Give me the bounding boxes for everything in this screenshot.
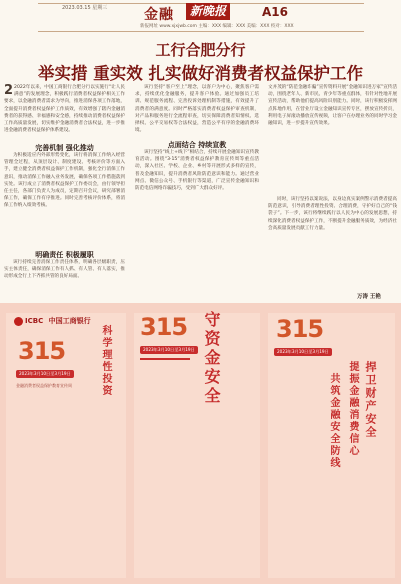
icbc-logo: ICBC 中国工商银行 bbox=[14, 316, 91, 326]
ad-315-left: 315 bbox=[18, 337, 66, 365]
advertisement-315 bbox=[0, 303, 401, 584]
ad-tagline-left: 金融消费者权益保护教育宣传周 bbox=[16, 383, 72, 388]
ad-slogan-middle: 守资金安全 bbox=[202, 311, 221, 406]
masthead-date: 2023.03.15 星期三 bbox=[62, 5, 108, 11]
ad-date-right: 2023年3月10日至3月19日 bbox=[274, 348, 332, 356]
article-paragraph: 同时，该行坚持以案说法，以身边真实案例警示消费者提高防范意识，引导消费者理性投资、合理消费，守护好自己的“钱袋子”。下一步，该行将继续践行以人民为中心的发展思想，持续深化消费者权益保护工作，不断提升金融服务质效，为经济社会高质量发展贡献工行力量。 bbox=[268, 197, 397, 231]
article-column-2 bbox=[135, 84, 259, 140]
headline-main: 举实措 重实效 扎实做好消费者权益保护工作 bbox=[38, 64, 363, 83]
masthead-bottom-rule bbox=[38, 31, 364, 32]
article-column-1 bbox=[4, 84, 125, 144]
dropcap: 2 bbox=[4, 84, 14, 98]
article-paragraph: 为积极适应内外部形势变化，该行将消保工作纳入经营管理全过程，从顶层设计、制度建设、考核评价等方面入手，建立健全消费者权益保护工作机制，强化全行消保工作意识，推动消保工作融入业务发展，确保各项工作措施落到实处。该行成立了消费者权益保护工作委员会，由行领导担任主任，各部门负责人为成员，定期召开会议，研究部署消保工作，确保工作有序推进。同时完善考核评价体系，将消保工作纳入绩效考核。 bbox=[4, 153, 125, 209]
masthead-info-line: 新报网址 www.xjxjwb.com 主编：XXX 编辑：XXX 美编：XXX 校对：XXX bbox=[140, 24, 294, 29]
ad-315-right: 315 bbox=[276, 315, 324, 343]
masthead-page-number: A16 bbox=[262, 5, 288, 19]
masthead-newspaper-name: 新晚报 bbox=[186, 3, 230, 20]
ad-315-middle: 315 bbox=[140, 313, 188, 341]
ad-date-left: 2023年3月10日至3月19日 bbox=[16, 370, 74, 378]
headline-kicker: 工行合肥分行 bbox=[155, 41, 246, 59]
article-column-3-body bbox=[268, 196, 397, 292]
article-column-2-body bbox=[135, 149, 259, 301]
article-column-1-body bbox=[4, 152, 125, 248]
ad-date-middle: 2023年3月10日至3月19日 bbox=[140, 346, 198, 354]
masthead-section: 金融 bbox=[144, 7, 174, 23]
article-paragraph: 该行坚持“线上+线下”相结合，持续开展金融知识宣传教育活动。围绕“3·15”消费者权益保护教育宣传周等重点活动，深入社区、学校、企业、乡村等开展形式多样的宣传，普及金融知识，提升消费者风险防范意识和能力。通过营业网点、微信公众号、手机银行等渠道，广泛宣传金融知识和防范电信网络诈骗技巧，受到广大群众好评。 bbox=[135, 150, 259, 192]
article-column-3 bbox=[268, 84, 397, 194]
byline: 万涛 王艳 bbox=[357, 294, 381, 300]
article-paragraph: 该行持续完善消保工作责任体系，明确各层级职责，压实主体责任，确保消保工作有人抓、有人管、有人落实，推动形成全行上下齐抓共管的良好局面。 bbox=[4, 260, 125, 280]
ad-divider-middle bbox=[140, 358, 190, 360]
article-intro: 2 2022年以来，中国工商银行合肥分行以实施行“让人民满意”的发展理念，积极践行消费者权益保护相关工作要求，以金融消费者需求为导向，推进消保各项工作落地，全面提升消费者权益保护工作质效，有效增强了辖内金融消费者的获得感、幸福感和安全感，持续推动消费者权益保护工作高质量发展，切实维护金融消费者合法权益，进一步推进金融消费者权益保护体系建设。 bbox=[4, 84, 125, 134]
subheading-responsibility: 明确责任 积极履职 bbox=[35, 251, 94, 259]
subheading-education: 点面结合 持续宣教 bbox=[167, 141, 227, 149]
article-paragraph: 文并茂的“防范金融诈骗”宣传资料开展“金融知识进万家”宣传活动，围绕老年人、新市民、青少年等重点群体，有针对性地开展宣传活动，帮助他们提高风险识别能力。同时，该行积极发挥网点阵地作用，在营业厅设立金融知识宣传专区，摆放宣传折页，利用电子屏滚动播放宣传视频，让客户在办理业务的同时学习金融知识，进一步提升宣传效果。 bbox=[268, 85, 397, 127]
subheading-mechanism: 完善机制 强化推动 bbox=[35, 144, 94, 152]
ad-slogan-left: 科学理性投资 bbox=[100, 325, 111, 397]
masthead bbox=[0, 0, 401, 34]
ad-slogan-right-3: 共筑金融安全防线 bbox=[328, 373, 339, 469]
ad-slogan-right-1: 捍卫财产安全 bbox=[364, 361, 377, 439]
article-column-1-body2 bbox=[4, 259, 125, 301]
icbc-logo-icon bbox=[14, 317, 23, 326]
article-paragraph: 该行坚持“客户至上”理念，以客户为中心，聚焦客户需求，持续优化金融服务，提升客户体验。通过加强员工培训、规范服务流程、完善投诉处理机制等措施，有效提升了消费者的满意度。同时严格落实消费者权益保护审查机制，对产品和服务进行全流程审查，切实保障消费者知情权、选择权、公平交易权等合法权益，营造公平有序的金融消费环境。 bbox=[135, 85, 259, 134]
ad-slogan-right-2: 提振金融消费信心 bbox=[347, 361, 358, 457]
